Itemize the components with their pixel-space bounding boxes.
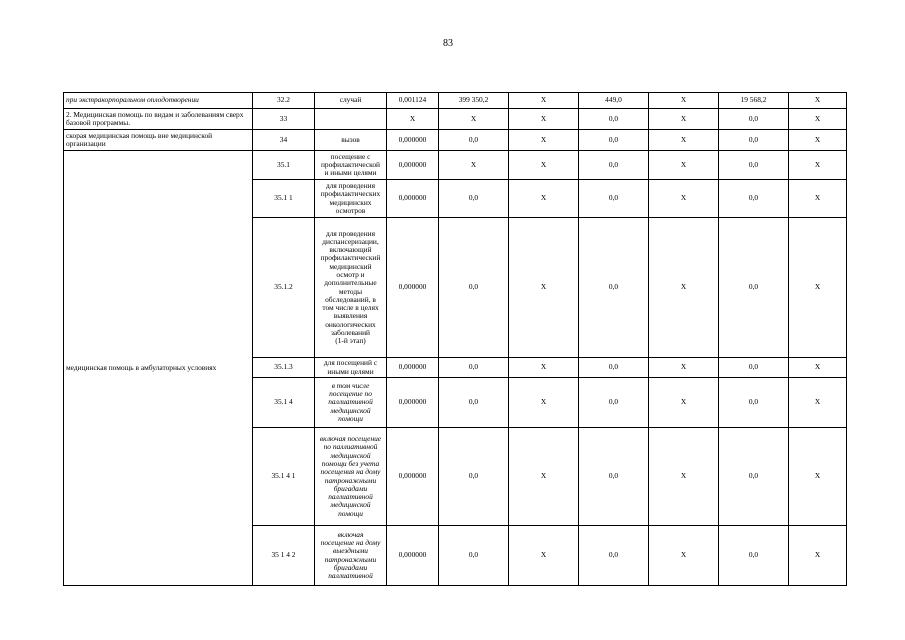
cell: 0,0 [579,378,649,428]
cell: X [789,130,847,151]
cell: 399 350,2 [439,93,509,109]
row-unit: в том числе посещение по паллиативной медицинской помощи [315,378,387,428]
cell: 0,000000 [387,218,439,358]
cell: X [649,109,719,130]
cell: 0,0 [439,218,509,358]
cell: 0,0 [579,218,649,358]
cell: 0,0 [719,218,789,358]
cell: 0,000000 [387,130,439,151]
row-code: 35.1.3 [253,358,315,378]
cell: X [649,218,719,358]
row-code: 35.1 4 [253,378,315,428]
cell: 0,0 [439,378,509,428]
cell: X [509,378,579,428]
table-row [64,109,847,130]
cell: X [649,151,719,180]
row-label: 2. Медицинская помощь по видам и заболеваниям сверх базовой программы. [64,109,253,130]
cell: 0,000000 [387,428,439,526]
row-code: 33 [253,109,315,130]
cell: X [649,180,719,218]
cell: X [789,151,847,180]
row-code: 35.1.2 [253,218,315,358]
cell: X [509,428,579,526]
cell: 0,0 [579,130,649,151]
cell: X [789,109,847,130]
cell: 0,0 [719,428,789,526]
cell: X [509,109,579,130]
cell: X [649,428,719,526]
cell: 0,0 [439,428,509,526]
row-unit: включая посещение на дому выездными патронажными бригадами паллиативной [315,526,387,586]
row-unit: вызов [315,130,387,151]
cell: 0,0 [719,180,789,218]
cell: X [439,109,509,130]
cell: 449,0 [579,93,649,109]
row-code: 35.1 [253,151,315,180]
cell: 0,0 [719,378,789,428]
table-row [64,130,847,151]
row-unit [315,109,387,130]
cell: X [509,526,579,586]
cell: 0,000000 [387,358,439,378]
cell: X [509,93,579,109]
cell: 19 568,2 [719,93,789,109]
table-row [64,151,847,180]
row-label: скорая медицинская помощь вне медицинской организации [64,130,253,151]
row-unit: посещение с профилактической и иными целями [315,151,387,180]
cell: X [789,428,847,526]
cell: 0,0 [719,151,789,180]
row-code: 35.1 4 1 [253,428,315,526]
cell: 0,0 [719,526,789,586]
cell: 0,0 [579,526,649,586]
cell: 0,0 [579,109,649,130]
row-code: 34 [253,130,315,151]
cell: X [509,151,579,180]
cell: 0,0 [439,526,509,586]
cell: X [509,130,579,151]
cell: 0,0 [719,109,789,130]
cell: X [509,180,579,218]
cell: 0,0 [579,151,649,180]
cell: X [509,218,579,358]
cell: 0,0 [439,180,509,218]
row-unit: для посещений с иными целями [315,358,387,378]
row-unit: для проведения диспансеризации, включающий профилактический медицинский осмотр и дополнительные методы обследований, в том числе в целях выявления онкологических заболеваний (1-й этап) [315,218,387,358]
cell: 0,0 [579,428,649,526]
page-number: 83 [443,38,453,49]
cell: X [789,378,847,428]
cell: 0,000000 [387,526,439,586]
row-code: 35 1 4 2 [253,526,315,586]
cell: X [649,358,719,378]
cell: 0,000000 [387,151,439,180]
cell: X [789,93,847,109]
cell: 0,0 [719,130,789,151]
row-label: при экстракорпоральном оплодотворении [64,93,253,109]
cell: 0,0 [719,358,789,378]
row-code: 32.2 [253,93,315,109]
cell: 0,000000 [387,180,439,218]
cell: 0,0 [579,180,649,218]
cell: X [509,358,579,378]
cell: 0,0 [439,358,509,378]
cell: 0,0 [439,130,509,151]
table-row [64,93,847,109]
cell: X [649,378,719,428]
data-table [63,92,847,586]
group-label: медицинская помощь в амбулаторных условиях [64,151,253,586]
cell: X [649,93,719,109]
cell: X [649,130,719,151]
cell: X [439,151,509,180]
cell: 0,000000 [387,378,439,428]
row-unit: для проведения профилактических медицинских осмотров [315,180,387,218]
cell: X [789,180,847,218]
cell: X [789,358,847,378]
cell: X [387,109,439,130]
cell: 0,0 [579,358,649,378]
row-code: 35.1 1 [253,180,315,218]
cell: X [649,526,719,586]
row-unit: включая посещение по паллиативной медицинской помощи без учета посещения на дому патронажными бригадами паллиативной медицинской помощи [315,428,387,526]
cell: X [789,218,847,358]
cell: X [789,526,847,586]
row-unit: случай [315,93,387,109]
cell: 0,001124 [387,93,439,109]
